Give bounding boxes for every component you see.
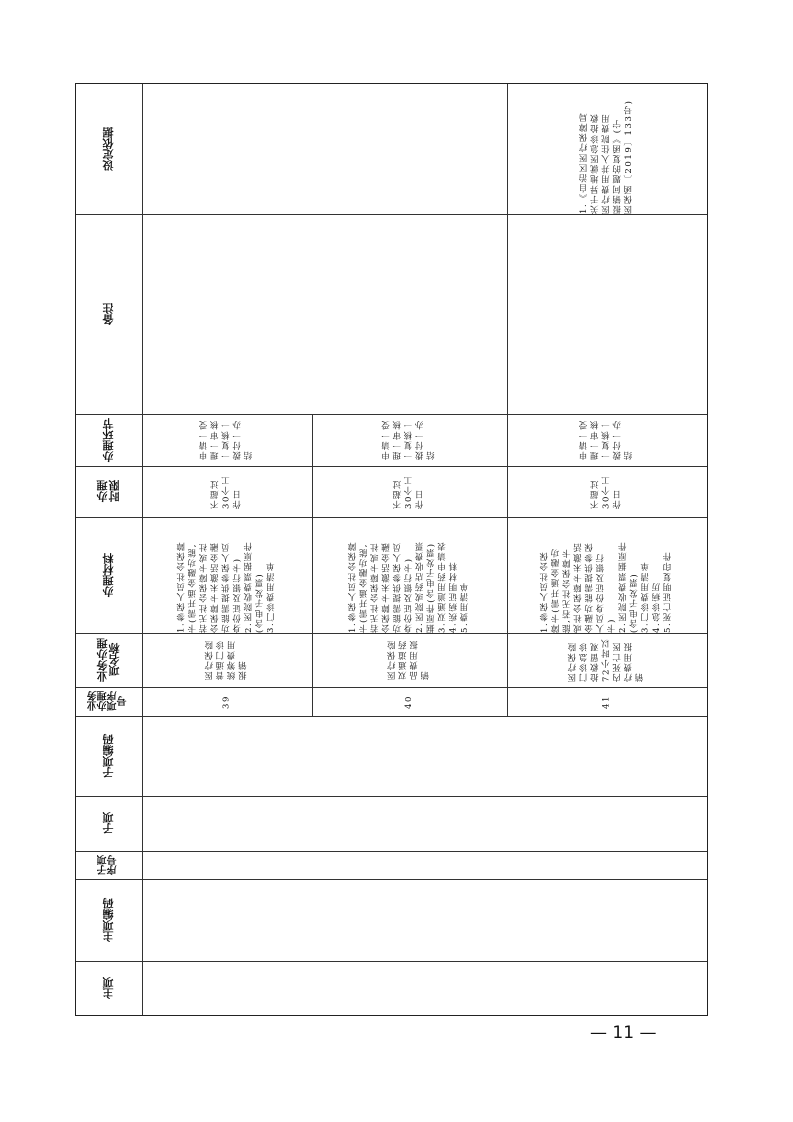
header-steps: 办理环节: [102, 418, 115, 462]
row-40-time-limit: 不超过 30个工 作日: [392, 474, 426, 509]
grid-line: [76, 851, 707, 852]
header-main-code: 主项编码: [102, 898, 115, 942]
row-39-steps: 申请一受 理一审核 一复核一 拨付一办 结: [198, 419, 254, 461]
header-sub-no: 子项 序号: [98, 855, 119, 875]
row-41-item-no: 41: [601, 694, 612, 709]
grid-line: [76, 796, 707, 797]
row-41-time-limit: 不超过 30个工 作日: [590, 474, 623, 509]
row-39-item-no: 39: [221, 694, 232, 709]
row-40-materials: 1.参保人员社会保障 卡(需开通金融功能, 若无社会保障卡或社 会保障卡未激活金融 功能需提供参保人员 身份证及银行卡) 2.医院或药店收费票 据原件(含电子发票) 3.双通道用药申请表 4.疾病证明材料 5.费用清单: [347, 540, 470, 633]
header-time-limit: 办理 时限: [96, 480, 121, 503]
header-remark: 备注: [102, 303, 115, 325]
row-40-steps: 申请一受 理一审核 一复核一 拨付一办 结: [381, 419, 437, 461]
header-sub: 子项: [102, 812, 115, 835]
row-41-materials: 1.参保人员社会保 障卡(需开通金融功 能,若无社会保障卡 或社会保障卡未激活 金融功能需提供参保 人员身份证及银行 卡) 2.医院收费票据原件 (含电子发票) 3.门诊费用清单 4.急诊病历 5.死亡证明复印件: [539, 540, 674, 633]
header-main: 主项: [102, 977, 115, 999]
row-40-item-name: 医疗保险 双通道药 品费用报 销: [387, 639, 431, 681]
matter-table: [75, 83, 708, 1016]
header-sub-code: 子项编码: [102, 734, 115, 778]
row-41-item-name: 医疗保险 门诊急诊 抢救留观 72小时以 内死亡医 疗费用报 销: [567, 637, 645, 683]
header-basis: 设定依据: [102, 127, 115, 171]
row-39-materials: 1.参保人员社会保障 卡(需开通金融功能, 若无社会保障卡或社 会保障卡未激活金融 功能需提供参保人员 身份证及银行卡) 2.医院收费票据原件 (含电子发票) 3.门诊费用清单: [176, 540, 277, 633]
header-item-name: 业务办理 项名称: [96, 638, 121, 682]
grid-line: [76, 961, 707, 962]
row-40-item-no: 40: [403, 694, 414, 709]
row-39-time-limit: 不超过 30个工 作日: [210, 474, 243, 509]
grid-line: [76, 879, 707, 880]
page-number: — 11 —: [590, 1023, 657, 1043]
grid-line: [76, 214, 707, 215]
header-item-no: 业务 办理 项序 号: [88, 691, 129, 712]
row-41-basis: 1.《自治区医疗保障局 关于异地就医急诊抢救 医疗费用并入住院费用 报销问题的复函》(宁 医保函〔2019〕133号): [578, 99, 634, 214]
header-materials: 办理材料: [102, 553, 115, 597]
grid-line: [76, 716, 707, 717]
row-39-item-name: 医疗保险 普通门诊 统筹费用 报销: [204, 639, 249, 681]
row-41-steps: 申请一受 理一审核 一复核一 拨付一办 结: [578, 419, 634, 461]
